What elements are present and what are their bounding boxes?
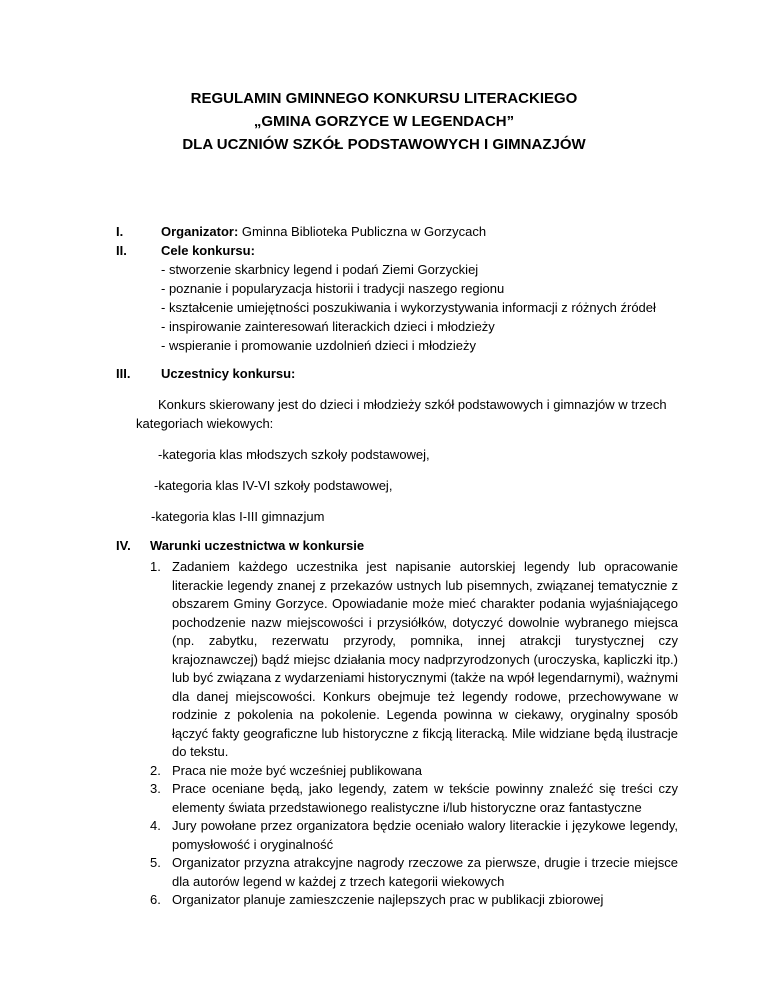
condition-text: Zadaniem każdego uczestnika jest napisanie autorskiej legendy lub opracowanie literackie legendy znanej z przekazów ustnych lub pisemnych, związanej tematycznie z obszarem Gminy Gorzyce. Opowiadanie może mieć charakter podania wyjaśniającego pochodzenie nazw miejscowości i przysiółków, dotyczyć dowolnie wybranego miejsca (np. zabytku, rezerwatu przyrody, pomnika, innej atrakcji turystycznej czy krajoznawczej) bądź miejsc działania mocy nadprzyrodzonych (uroczyska, kapliczki itp.) lub być związana z wydarzeniami historycznymi (także na wpół legendarnymi), ważnymi dla danej miejscowości. Konkurs obejmuje też legendy rodowe, przechowywane w rodzinie z pokolenia na pokolenie. Legenda powinna w ciekawy, oryginalny sposób łączyć fakty geograficzne lub historyczne z fikcją literacką. Mile widziane będą ilustracje do tekstu. [172,559,678,759]
document-title-line-1: REGULAMIN GMINNEGO KONKURSU LITERACKIEGO [190,90,578,107]
document-title-line-2: „GMINA GORZYCE W LEGENDACH” [253,113,515,130]
condition-item [150,891,678,910]
section-3-number: III. [116,366,131,381]
section-3-label: Uczestnicy konkursu: [161,366,296,381]
condition-number: 2. [150,762,161,778]
condition-number: 3. [150,781,161,796]
condition-number: 5. [150,855,161,870]
condition-item [150,558,678,762]
document-title-line-3: DLA UCZNIÓW SZKÓŁ PODSTAWOWYCH I GIMNAZJÓW [182,136,586,153]
goal-item: - poznanie i popularyzacja historii i tradycji naszego regionu [161,281,505,296]
condition-item [150,854,678,891]
goal-item: - wspieranie i promowanie uzdolnień dzieci i młodzieży [161,338,477,353]
category-item: -kategoria klas IV-VI szkoły podstawowej, [154,478,393,493]
condition-item [150,780,678,817]
condition-item [150,762,678,781]
section-1-text: Gminna Biblioteka Publiczna w Gorzycach [238,224,487,239]
condition-number: 6. [150,892,161,907]
condition-text: Organizator przyzna atrakcyjne nagrody rzeczowe za pierwsze, drugie i trzecie miejsce dla autorów legend w każdej z trzech kategorii wiekowych [172,855,678,889]
goal-item: - kształcenie umiejętności poszukiwania i wykorzystywania informacji z różnych źródeł [161,300,656,315]
section-1-number: I. [116,224,124,239]
participants-intro: Konkurs skierowany jest do dzieci i młodzieży szkół podstawowych i gimnazjów w trzech [158,397,667,412]
section-4-label: Warunki uczestnictwa w konkursie [150,538,365,553]
goal-item: - inspirowanie zainteresowań literackich dzieci i młodzieży [161,319,495,334]
section-1-label: Organizator: [161,224,239,239]
condition-text: Praca nie może być wcześniej publikowana [172,762,423,778]
section-1-line [161,224,486,239]
section-2-label: Cele konkursu: [161,243,255,258]
category-item: -kategoria klas młodszych szkoły podstawowej, [158,447,430,462]
goal-item: - stworzenie skarbnicy legend i podań Ziemi Gorzyckiej [161,262,479,277]
condition-item [150,817,678,854]
category-item: -kategoria klas I-III gimnazjum [151,509,325,524]
condition-number: 1. [150,559,161,574]
condition-text: Organizator planuje zamieszczenie najlepszych prac w publikacji zbiorowej [172,892,604,907]
participants-intro-cont: kategoriach wiekowych: [136,416,274,431]
condition-text: Jury powołane przez organizatora będzie oceniało walory literackie i językowe legendy, pomysłowość i oryginalność [172,818,678,852]
section-2-number: II. [116,243,127,258]
conditions-list [150,558,678,910]
condition-text: Prace oceniane będą, jako legendy, zatem w tekście powinny znaleźć się treści czy elementy świata przedstawionego realistyczne i/lub historyczne oraz fantastyczne [172,781,678,815]
condition-number: 4. [150,818,161,833]
section-4-number: IV. [116,538,131,553]
